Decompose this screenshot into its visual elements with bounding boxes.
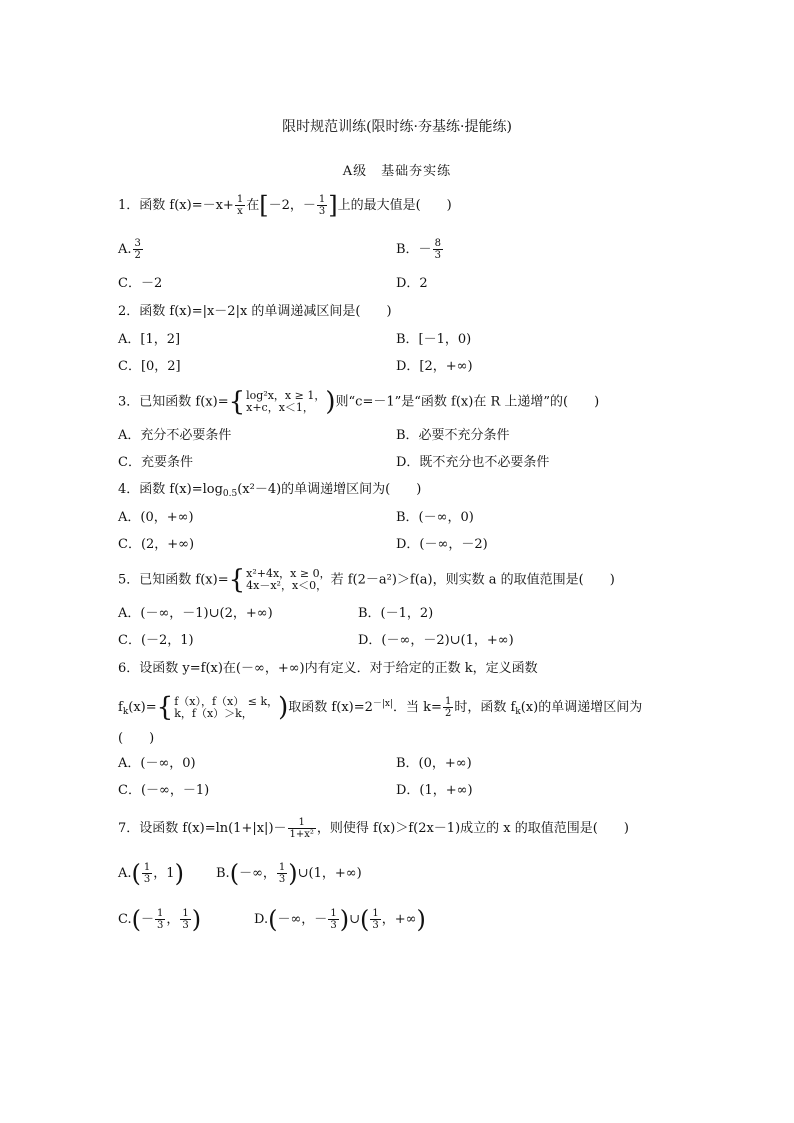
question-5-stem: 5．已知函数 f(x)={ x²+4x，x ≥ 0， 4x－x²，x＜0， 若 f(2－a²)＞f(a)，则实数 a 的取值范围是( )	[118, 565, 615, 595]
question-7-option-c: C.(－ $\frac{1}{3}$ ， $\frac{1}{3}$ )	[118, 905, 202, 934]
question-6-answer-paren: ( )	[118, 731, 155, 746]
question-6-option-c: C．(－∞，－1)	[118, 783, 210, 798]
question-2-stem: 2．函数 f(x)=|x－2|x 的单调递减区间是( )	[118, 304, 392, 319]
question-3-stem: 3．已知函数 f(x)={ log²x，x ≥ 1， x+c，x＜1， )则“c=－1”是“函数 f(x)在 R 上递增”的( )	[118, 387, 600, 417]
question-7-stem: 7．设函数 f(x)=ln(1+|x|)－ $\frac{1}{\text{1+x²}}$ ，则使得 f(x)＞f(2x－1)成立的 x 的取值范围是( )	[118, 817, 629, 840]
question-7-option-a: A.( $\frac{1}{3}$ ，1)	[118, 859, 184, 888]
question-5-option-a: A．(－∞，－1)∪(2，+∞)	[118, 606, 273, 621]
question-4-stem: 4．函数 $f(x)=\log_{0.5}(x^2-4)$的单调递增区间为( )	[118, 482, 422, 499]
piecewise-cases: log²x，x ≥ 1， x+c，x＜1，	[246, 389, 326, 414]
question-3-option-a: A．充分不必要条件	[118, 428, 232, 443]
section-level: A级 基础夯实练	[342, 164, 452, 179]
question-1-option-b: B．－ $\frac{8}{3}$	[396, 238, 441, 261]
question-4-option-d: D．(－∞，－2)	[396, 537, 488, 552]
question-6-option-d: D．(1，+∞)	[396, 783, 473, 798]
question-4-option-a: A．(0，+∞)	[118, 510, 194, 525]
question-7-option-b: B.(－∞， $\frac{1}{3}$ )∪(1，+∞)	[216, 859, 362, 888]
question-2-option-b: B．[－1，0)	[396, 332, 472, 347]
question-1-stem: 1．函数 f(x)=－x+ $\frac{1}{x}$ 在[－2，－ $\frac{1}{3}$ ]上的最大值是( )	[118, 191, 452, 220]
fraction: $\frac{1}{3}$	[318, 194, 326, 217]
question-4-option-c: C．(2，+∞)	[118, 537, 195, 552]
piecewise-cases: x²+4x，x ≥ 0， 4x－x²，x＜0，	[246, 567, 331, 592]
question-4-option-b: B．(－∞，0)	[396, 510, 474, 525]
question-2-option-a: A．[1，2]	[118, 332, 181, 347]
question-5-option-c: C．(－2，1)	[118, 633, 194, 648]
question-3-option-c: C．充要条件	[118, 455, 193, 470]
question-1-option-d: D．2	[396, 276, 428, 291]
question-5-option-d: D．(－∞，－2)∪(1，+∞)	[358, 633, 514, 648]
piecewise-cases: f（x），f（x） ≤ k， k，f（x）＞k，	[174, 694, 279, 720]
question-7-option-d: D.(－∞，－ $\frac{1}{3}$ )∪( $\frac{1}{3}$ ，+∞)	[254, 905, 426, 934]
question-2-option-d: D．[2，+∞)	[396, 359, 473, 374]
question-6-option-b: B．(0，+∞)	[396, 756, 472, 771]
question-5-option-b: B．(－1，2)	[358, 606, 434, 621]
question-2-option-c: C．[0，2]	[118, 359, 181, 374]
question-6-stem: 6．设函数 y=f(x)在(－∞，+∞)内有定义．对于给定的正数 k，定义函数	[118, 661, 538, 676]
page-title: 限时规范训练(限时练·夯基练·提能练)	[282, 119, 512, 135]
question-1-option-a: A. $\frac{3}{2}$	[118, 238, 141, 261]
question-3-option-d: D．既不充分也不必要条件	[396, 455, 550, 470]
question-1-option-c: C．－2	[118, 276, 163, 291]
question-6-option-a: A．(－∞，0)	[118, 756, 196, 771]
question-3-option-b: B．必要不充分条件	[396, 428, 510, 443]
question-6-definition: $f_k(x)=${ f（x），f（x） ≤ k， k，f（x）＞k， )取函数 $f(x)=2^{-|x|}$．当 k= $\frac{1}{2}$ 时，函数 $f_k(x)$的单调递增区间为	[118, 692, 643, 723]
fraction: $\frac{1}{x}$	[236, 194, 244, 217]
